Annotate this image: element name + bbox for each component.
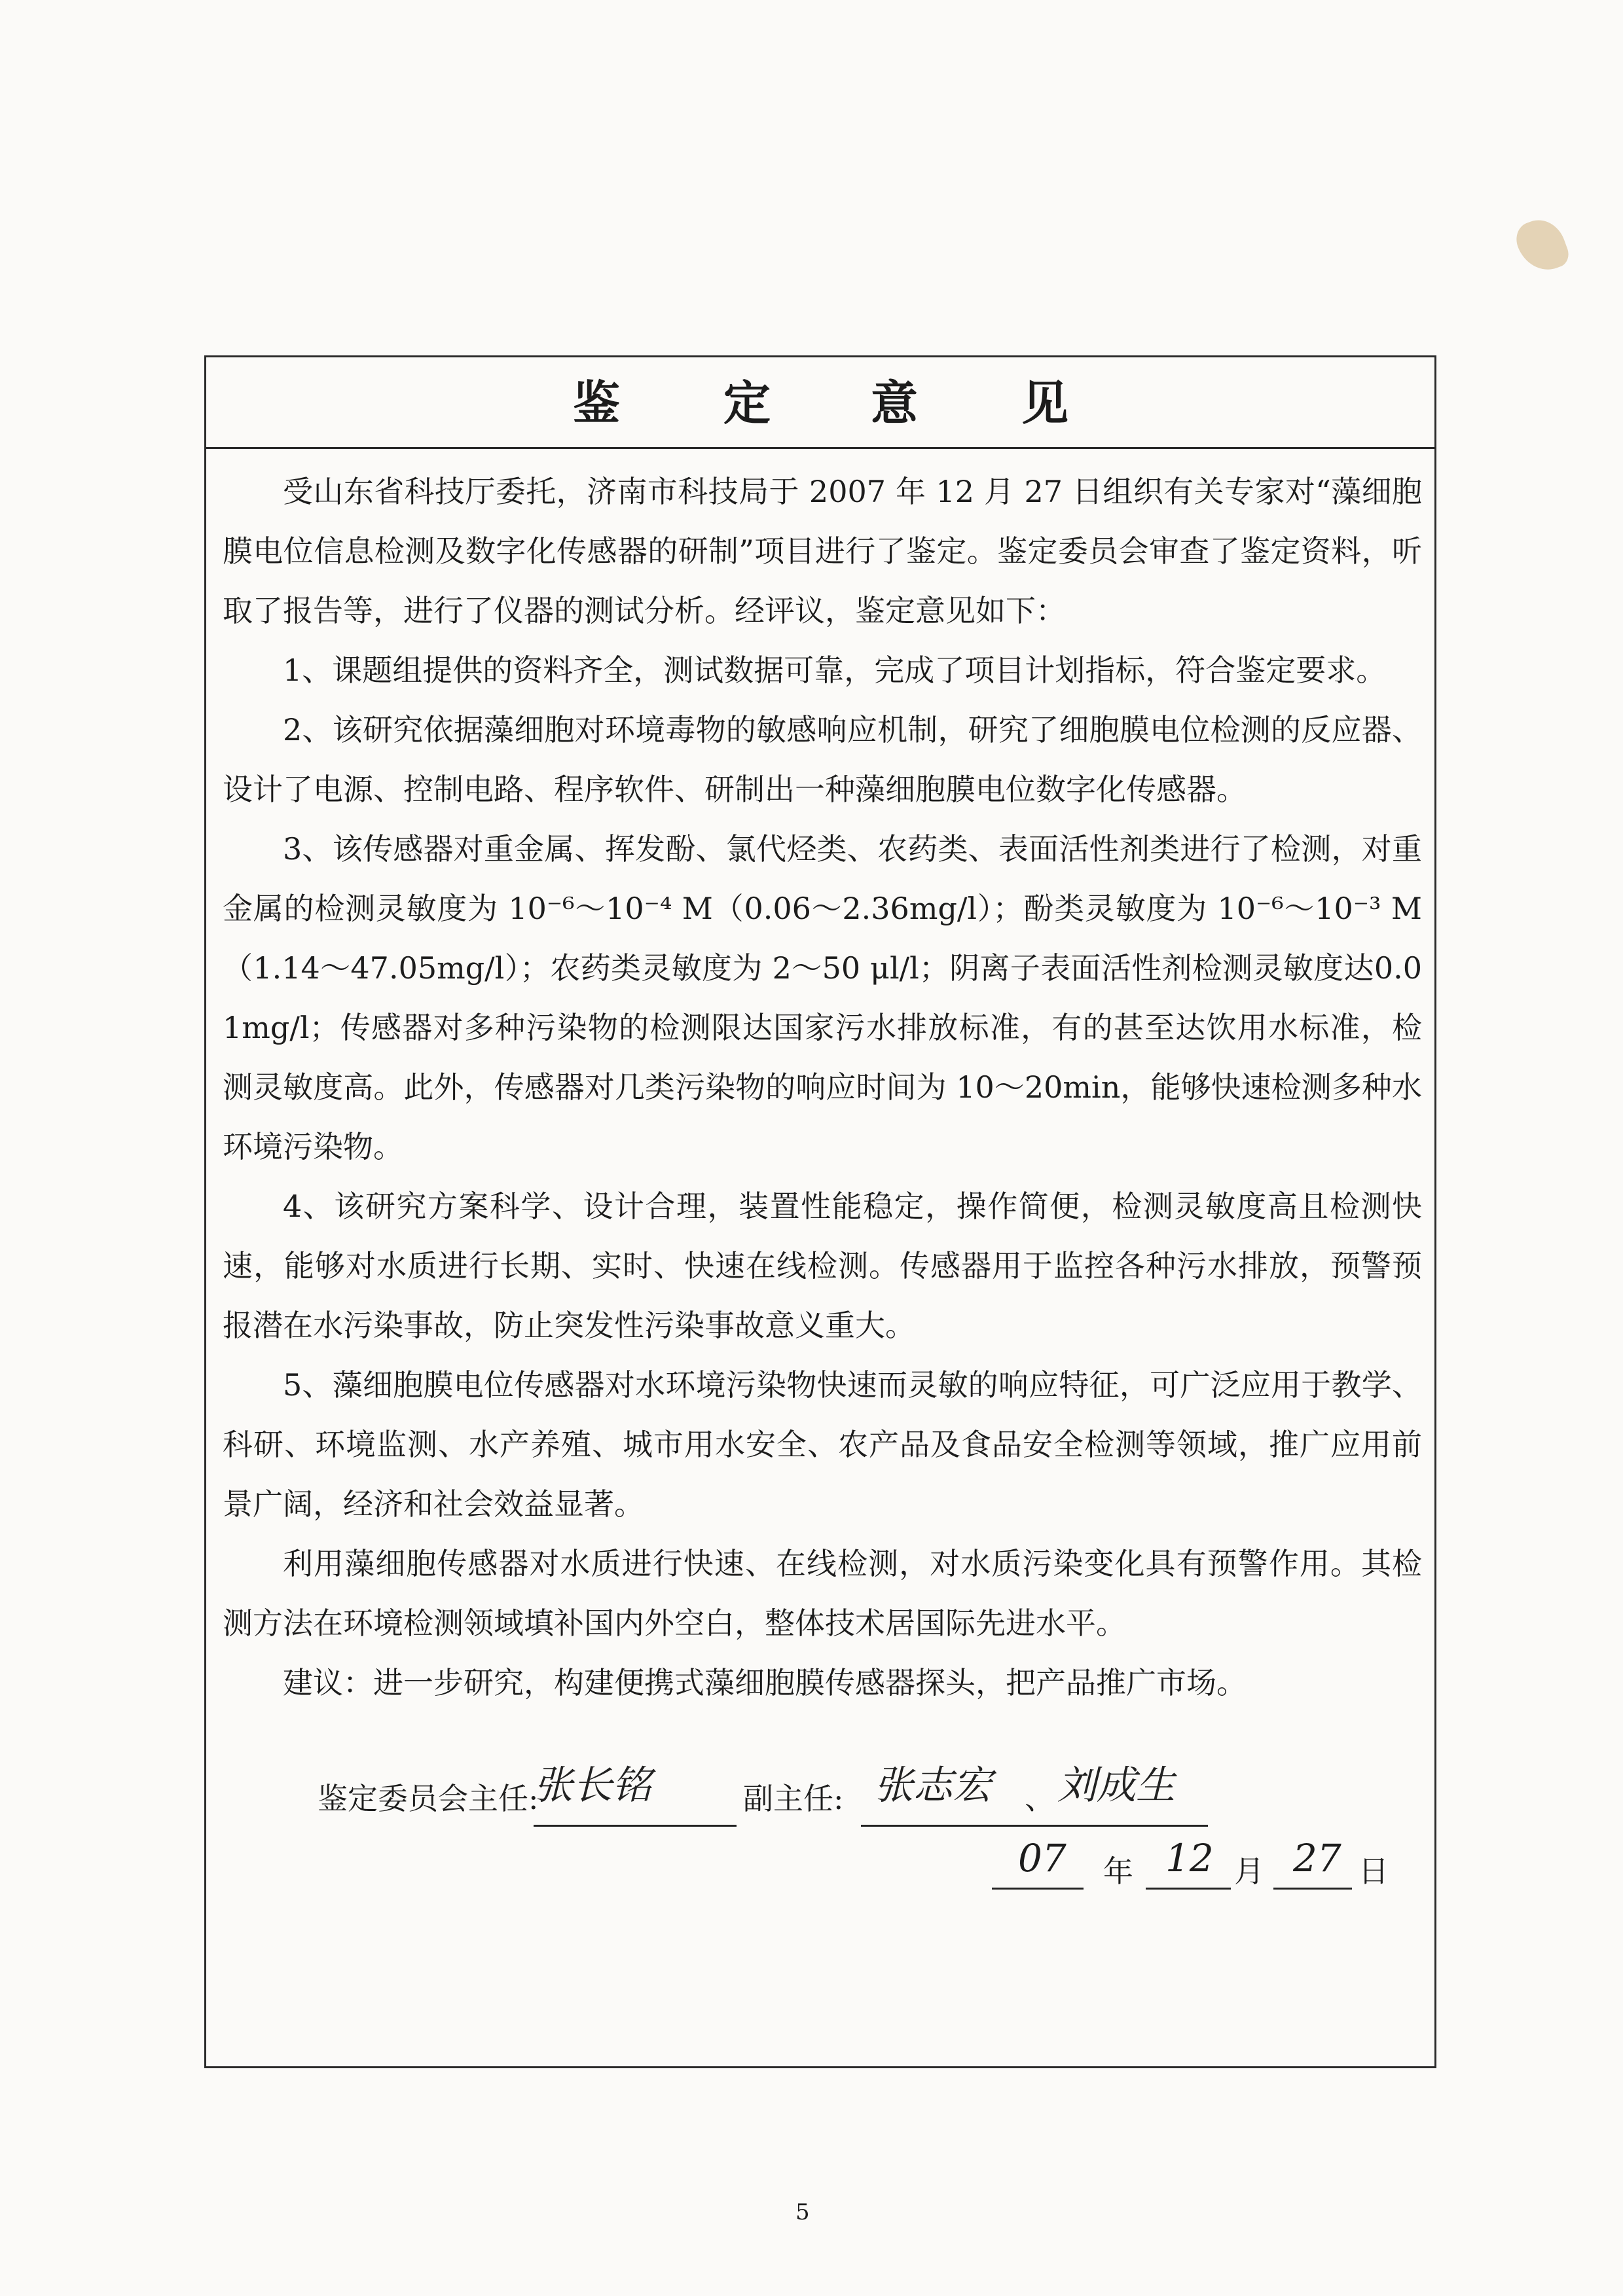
vice-chair-label: 副主任: bbox=[743, 1781, 844, 1816]
title-char: 意 bbox=[871, 376, 919, 431]
title-char: 鉴 bbox=[573, 376, 621, 431]
date-year-value: 07 bbox=[1018, 1836, 1067, 1880]
date-day-label: 日 bbox=[1359, 1854, 1389, 1889]
chair-signature-line bbox=[534, 1825, 737, 1827]
suggestion-paragraph: 建议：进一步研究，构建便携式藻细胞膜传感器探头，把产品推广市场。 bbox=[283, 1665, 1247, 1700]
vice-chair-signature-2: 刘成生 bbox=[1057, 1763, 1175, 1808]
opinion-item-5: 5、藻细胞膜电位传感器对水环境污染物快速而灵敏的响应特征，可广泛应用于教学、科研、环境监测、水产养殖、城市用水安全、农产品及食品安全检测等领域，推广应用前景广阔，经济和社会效益显著。 bbox=[223, 1367, 1422, 1522]
intro-paragraph: 受山东省科技厅委托，济南市科技局于 2007 年 12 月 27 日组织有关专家对“藻细胞膜电位信息检测及数字化传感器的研制”项目进行了鉴定。鉴定委员会审查了鉴定资料，听取了报告等，进行了仪器的测试分析。经评议，鉴定意见如下： bbox=[223, 474, 1422, 628]
opinion-item-2: 2、该研究依据藻细胞对环境毒物的敏感响应机制，研究了细胞膜电位检测的反应器、设计了电源、控制电路、程序软件、研制出一种藻细胞膜电位数字化传感器。 bbox=[223, 712, 1422, 807]
signature-row bbox=[318, 1763, 1431, 1831]
title-row bbox=[206, 357, 1434, 449]
day-line bbox=[1273, 1888, 1352, 1890]
chair-label: 鉴定委员会主任: bbox=[318, 1781, 539, 1816]
opinion-body bbox=[223, 462, 1422, 1713]
paper-stain bbox=[1511, 213, 1572, 278]
month-line bbox=[1146, 1888, 1231, 1890]
opinion-item-4: 4、该研究方案科学、设计合理，装置性能稳定，操作简便，检测灵敏度高且检测快速，能够对水质进行长期、实时、快速在线检测。传感器用于监控各种污水排放，预警预报潜在水污染事故，防止突发性污染事故意义重大。 bbox=[223, 1189, 1422, 1343]
chair-signature: 张长铭 bbox=[534, 1763, 651, 1808]
date-month-value: 12 bbox=[1165, 1836, 1214, 1880]
date-day-value: 27 bbox=[1293, 1836, 1341, 1880]
date-year-label: 年 bbox=[1103, 1854, 1133, 1889]
vice-chair-signature-1: 张志宏 bbox=[874, 1763, 992, 1808]
year-line bbox=[992, 1888, 1084, 1890]
opinion-item-1: 1、课题组提供的资料齐全，测试数据可靠，完成了项目计划指标，符合鉴定要求。 bbox=[283, 653, 1387, 688]
appraisal-opinion-box bbox=[204, 355, 1436, 2068]
title-char: 见 bbox=[1021, 376, 1069, 431]
date-month-label: 月 bbox=[1234, 1854, 1264, 1889]
signature-separator: 、 bbox=[1025, 1781, 1055, 1816]
page-number: 5 bbox=[795, 2199, 810, 2225]
conclusion-paragraph: 利用藻细胞传感器对水质进行快速、在线检测，对水质污染变化具有预警作用。其检测方法在环境检测领域填补国内外空白，整体技术居国际先进水平。 bbox=[223, 1546, 1422, 1641]
vice-chair-signature-line bbox=[861, 1825, 1208, 1827]
opinion-item-3: 3、该传感器对重金属、挥发酚、氯代烃类、农药类、表面活性剂类进行了检测，对重金属的检测灵敏度为 10⁻⁶～10⁻⁴ M（0.06～2.36mg/l）；酚类灵敏度为 10⁻⁶～10⁻³ M（1.14～47.05mg/l）；农药类灵敏度为 2～50 μl/l；阴离子表面活性剂检测灵敏度达0.01mg/l；传感器对多种污染物的检测限达国家污水排放标准，有的甚至达饮用水标准，检测灵敏度高。此外，传感器对几类污染物的响应时间为 10～20min，能够快速检测多种水环境污染物。 bbox=[223, 831, 1422, 1164]
title-char: 定 bbox=[723, 376, 771, 431]
date-row bbox=[992, 1836, 1437, 1897]
